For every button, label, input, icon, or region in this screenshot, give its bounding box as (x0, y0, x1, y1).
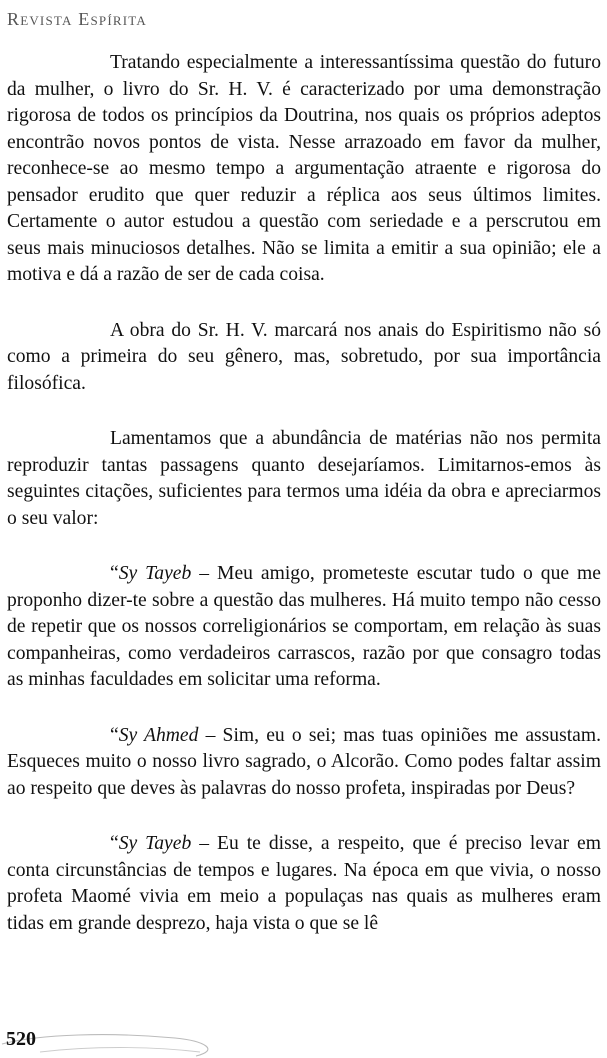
open-quote: “ (110, 563, 119, 584)
dialogue-paragraph (7, 561, 601, 694)
running-head: Revista Espírita (7, 9, 147, 29)
dialogue-text: – Sim, eu o sei; mas tuas opiniões me assustam. Esqueces muito o nosso livro sagrado, o Alcorão. Como podes faltar assim ao respeito que deves às palavras do nosso profeta, inspiradas por Deus? (7, 724, 601, 799)
paragraph: A obra do Sr. H. V. marcará nos anais do Espiritismo não só como a primeira do seu gênero, mas, sobretudo, por sua importância filosófica. (7, 319, 601, 394)
dialogue-paragraph (7, 831, 601, 937)
body-text (7, 50, 601, 937)
speaker-name: Sy Tayeb (118, 833, 192, 854)
open-quote: “ (110, 724, 119, 746)
paragraph: Tratando especialmente a interessantíssima questão do futuro da mulher, o livro do Sr. H. V. é caracterizado por uma demonstração rigorosa de todos os princípios da Doutrina, nos quais os próprios adeptos encontrão novos pontos de vista. Nesse arrazoado em favor da mulher, reconhece-se ao mesmo tempo a argumentação atraente e rigorosa do pensador erudito que quer reduzir a réplica aos seus últimos limites. Certamente o autor estudou a questão com seriedade e a perscrutou em seus mais minuciosos detalhes. Não se limita a emitir a sua opinião; ele a motiva e dá a razão de ser de cada coisa. (7, 52, 601, 285)
dialogue-text: – Meu amigo, prometeste escutar tudo o que me proponho dizer-te sobre a questão das mulheres. Há muito tempo não cesso de repetir que os nossos correligionários se comportam, em relação às suas companheiras, como verdadeiros carrascos, razão por que consagro todas as minhas faculdades em solicitar uma reforma. (7, 563, 601, 690)
speaker-name: Sy Ahmed (118, 724, 199, 746)
dialogue-text: – Eu te disse, a respeito, que é preciso levar em conta circunstâncias de tempos e lugares. Na época em que vivia, o nosso profeta Maomé vivia em meio a populaças nas quais as mulheres eram tidas em grande desprezo, haja vista o que se lê (7, 833, 601, 934)
dialogue-paragraph (7, 723, 601, 803)
open-quote: “ (110, 833, 119, 854)
page-number: 520 (6, 1028, 36, 1050)
speaker-name: Sy Tayeb (118, 563, 192, 584)
paragraph: Lamentamos que a abundância de matérias não nos permita reproduzir tantas passagens quanto desejaríamos. Limitarnos-emos às seguintes citações, suficientes para termos uma idéia da obra e apreciarmos o seu valor: (7, 428, 601, 529)
page-ornament (0, 1030, 240, 1058)
